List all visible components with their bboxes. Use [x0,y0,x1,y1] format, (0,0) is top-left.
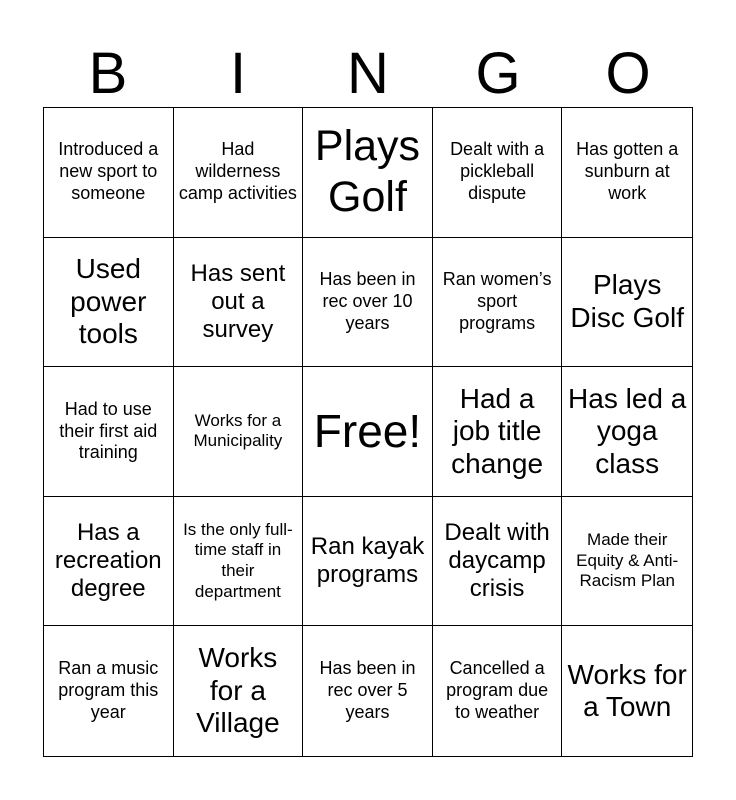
bingo-cell[interactable] [44,626,174,756]
bingo-cell[interactable] [562,108,692,238]
cell-text: Has sent out a survey [190,260,286,343]
cell-text: Had to use their first aid training [59,398,158,463]
bingo-cell[interactable] [174,367,304,497]
cell-text: Plays Golf [314,121,421,222]
cell-text: Introduced a new sport to someone [58,139,159,204]
bingo-cell[interactable] [303,238,433,368]
cell-text: Is the only full-time staff in their department [183,519,293,601]
bingo-cell[interactable] [303,626,433,756]
cell-text: Plays Disc Golf [570,269,684,333]
cell-text: Has been in rec over 10 years [319,268,416,333]
cell-text: Ran kayak programs [310,533,425,589]
bingo-cell[interactable] [44,238,174,368]
header-letter-i: I [229,41,247,106]
header-letter-g: G [475,41,521,106]
bingo-cell[interactable] [433,238,563,368]
bingo-cell[interactable] [44,367,174,497]
cell-text: Ran a music program this year [58,658,159,723]
bingo-cell[interactable] [174,238,304,368]
bingo-cell[interactable] [562,238,692,368]
cell-text: Works for a Town [567,658,687,723]
bingo-cell[interactable] [174,626,304,756]
cell-text: Had a job title change [451,382,544,479]
header-letter-o: O [605,41,651,106]
bingo-card-grid [43,107,693,757]
header-letter-n: N [347,41,389,106]
cell-text: Has led a yoga class [568,382,687,479]
cell-text: Has a recreation degree [54,519,162,602]
cell-text: Has been in rec over 5 years [319,658,416,723]
bingo-cell[interactable] [174,497,304,627]
cell-text: Cancelled a program due to weather [446,658,549,723]
free-space-text: Free! [313,405,422,458]
bingo-cell[interactable] [562,497,692,627]
bingo-cell[interactable] [562,626,692,756]
bingo-cell[interactable] [433,108,563,238]
cell-text: Works for a Municipality [193,410,283,451]
cell-text: Works for a Village [196,642,280,739]
bingo-cell[interactable] [44,108,174,238]
cell-text: Has gotten a sunburn at work [576,139,679,204]
bingo-header [43,40,693,108]
bingo-cell[interactable] [303,108,433,238]
bingo-cell[interactable] [562,367,692,497]
bingo-cell[interactable] [44,497,174,627]
bingo-cell[interactable] [433,367,563,497]
bingo-cell[interactable] [174,108,304,238]
header-letter-b: B [88,41,128,106]
cell-text: Dealt with daycamp crisis [444,519,550,602]
cell-text: Dealt with a pickleball dispute [450,139,545,204]
bingo-cell[interactable] [433,626,563,756]
cell-text: Made their Equity & Anti-Racism Plan [576,529,679,591]
cell-text: Used power tools [70,253,147,350]
cell-text: Had wilderness camp activities [178,139,297,204]
cell-text: Ran women’s sport programs [442,268,552,333]
free-space-cell[interactable] [303,367,433,497]
bingo-cell[interactable] [433,497,563,627]
bingo-cell[interactable] [303,497,433,627]
